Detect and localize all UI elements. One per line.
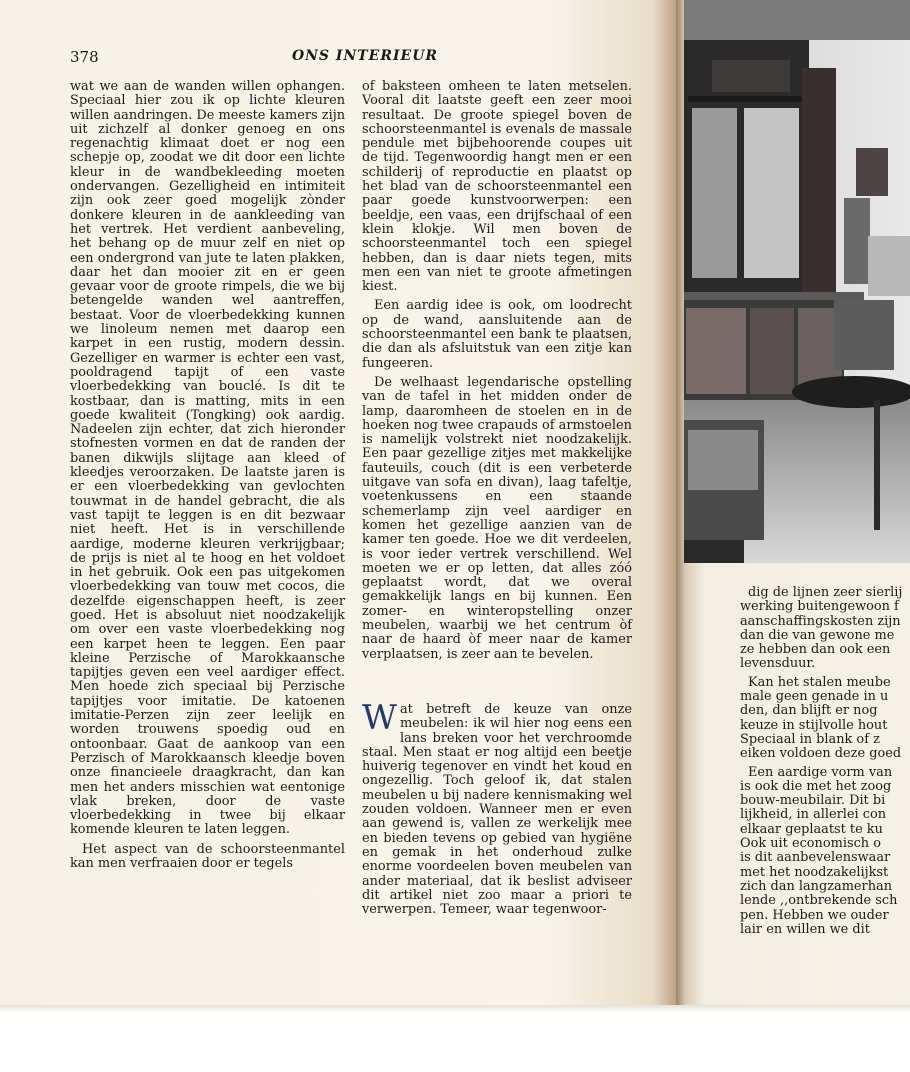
paragraph-with-dropcap <box>362 698 632 918</box>
text-line: Een aardige vorm van <box>748 764 893 780</box>
text-line: met het noodzakelijkst <box>740 864 889 880</box>
page-number: 378 <box>70 48 99 66</box>
text-column-2-section <box>362 698 632 918</box>
interior-photo <box>684 0 910 563</box>
text-line: dan die van gewone me <box>740 627 895 643</box>
paragraph: of baksteen omheen te laten metselen. Vooral dit laatste geeft een zeer mooi resultaat. De groote spiegel boven de schoorsteenmantel is evenals de massale pendule met bijbehoorende coupes uit de tijd. Tegenwoordig hangt men er een schilderij of reproductie en plaatst op het blad van de schoorsteenmantel een paar goede kunstvoorwerpen: een beeldje, een vaas, een drijfschaal of een klein klokje. Wil men boven de schoorsteenmantel toch een spiegel hebben, dan is daar niets tegen, mits men een van niet te groote afmetingen kiest. <box>362 79 632 295</box>
paragraph <box>740 676 910 762</box>
text-column-2 <box>362 80 632 662</box>
text-column-1 <box>70 80 345 871</box>
interior-photo-image <box>684 0 910 563</box>
text-line: bouw-meubilair. Dit bi <box>740 793 886 809</box>
text-line: Speciaal in blank of z <box>740 731 880 747</box>
paragraph: Een aardig idee is ook, om loodrecht op de wand, aansluitende aan de schoorsteenmantel een bank te plaatsen, die dan als afsluitstuk van een zitje kan fungeeren. <box>362 298 632 371</box>
text-line: ze hebben dan ook een <box>740 642 891 658</box>
text-line: levensduur. <box>740 656 816 672</box>
text-line: den, dan blijft er nog <box>740 703 878 719</box>
text-line: dig de lijnen zeer sierlij <box>748 585 903 600</box>
text-line: aanschaffingskosten zijn <box>740 613 901 629</box>
text-line: Ook uit economisch o <box>740 836 881 852</box>
text-line: lijkheid, in allerlei con <box>740 807 887 823</box>
running-title: ONS INTERIEUR <box>291 48 439 64</box>
text-line: is ook die met het zoog <box>740 778 892 794</box>
text-line: eiken voldoen deze goed <box>740 746 902 762</box>
paragraph-text: at betreft de keuze van onze meubelen: ik wil hier nog eens een lans breken voor het verchroomde staal. Men staat er nog altijd een beetje huiverig tegenover en vindt het koud en ongezellig. Toch geloof ik, dat stalen meubelen u bij nadere kennismaking wel zouden voldoen. Wanneer men er even aan gewend is, vallen ze werkelijk mee en bieden tevens op gebied van hygiëne en gemak in het onderhoud zulke enorme voordeelen boven meubelen van ander materiaal, dat ik beslist adviseer dit artikel niet zoo maar a priori te verwerpen. Temeer, waar tegenwoor- <box>362 702 632 918</box>
drop-cap: W <box>362 698 397 738</box>
text-line: zich dan langzamerhan <box>740 878 893 894</box>
paragraph: Het aspect van de schoorsteenmantel kan men verfraaien door er tegels <box>70 841 345 872</box>
page-bottom-edge <box>0 1005 910 1013</box>
paragraph: De welhaast legendarische opstelling van de tafel in het midden onder de lamp, daaromheen de stoelen en in de hoeken nog twee crapauds of armstoelen is namelijk volstrekt niet noodzakelijk. Een paar gezellige zitjes met makkelijke fauteuils, couch (dit is een verbeterde uitgave van sofa en divan), laag tafeltje, voetenkussens en een staande schemerlamp zijn veel aardiger en komen het gezellige aanzien van de kamer ten goede. Hoe we dit verdeelen, is voor ieder vertrek verschillend. Wel moeten we er op letten, dat alles zóó geplaatst wordt, dat we overal gemakkelijk langs en bij kunnen. Een zomer- en winteropstelling onzer meubelen, waarbij we het centrum òf naar de haard òf meer naar de kamer verplaatsen, is zeer aan te bevelen. <box>362 374 632 662</box>
paragraph <box>740 766 910 938</box>
text-line: pen. Hebben we ouder <box>740 907 889 923</box>
text-line: lende ,,ontbrekende sch <box>740 893 898 909</box>
paragraph: wat we aan de wanden willen ophangen. Speciaal hier zou ik op lichte kleuren willen aandringen. De meeste kamers zijn uit zichzelf al donker genoeg en ons regenachtig klimaat doet er nog een schepje op, zoodat we dit door een lichte kleur in de wandbekleeding moeten ondervangen. Gezelligheid en intimiteit zijn ook zeer goed mogelijk zònder donkere kleuren in de aankleeding van het vertrek. Het verdient aanbeveling, het behang op de muur zelf en niet op een ondergrond van jute te laten plakken, daar het dan mooier zit en er geen gevaar voor de groote rimpels, die we bij betengelde wanden wel aantreffen, bestaat. Voor de vloerbedekking kunnen we linoleum nemen met daarop een karpet in een rustig, modern dessin. Gezelliger en warmer is echter een vast, pooldragend tapijt of een vaste vloerbedekking van bouclé. Is dit te kostbaar, dan is matting, mits in een goede kwaliteit (Tongking) ook aardig. Nadeelen zijn echter, dat zich hieronder stofnesten vormen en dat de randen der banen dikwijls slijtage aan kleed of kleedjes veroorzaken. De laatste jaren is er een vloerbedekking van gevlochten touwmat in de handel gebracht, die als vast tapijt te leggen is en dit bezwaar niet heeft. Het is in verschillende aardige, moderne kleuren verkrijgbaar; de prijs is niet al te hoog en het voldoet in het gebruik. Ook een pas uitgekomen vloerbedekking van touw met cocos, die dezelfde eigenschappen heeft, is zeer goed. Het is absoluut niet noodzakelijk om over een vaste vloerbedekking nog een karpet heen te leggen. Een paar kleine Perzische of Marokkaansche tapijtjes geven een veel aardiger effect. Men hoede zich speciaal bij Perzische tapijtjes voor imitatie. De katoenen imitatie-Perzen zijn zeer leelijk en worden trouwens spoedig oud en ontoonbaar. Gaat de aankoop van een Perzisch of Marokkaansch kleedje boven onze financieele draagkracht, dan kan men het anders misschien wat eentonige vlak breken, door de vaste vloerbedekking in twee bij elkaar komende kleuren te laten leggen. <box>70 79 345 838</box>
text-line: is dit aanbevelenswaar <box>740 850 891 866</box>
text-line: werking buitengewoon f <box>740 599 899 615</box>
text-line: Kan het stalen meube <box>748 674 891 690</box>
text-line: male geen genade in u <box>740 689 889 705</box>
text-line: lair en willen we dit <box>740 921 870 937</box>
text-column-3 <box>740 582 910 937</box>
text-line: elkaar geplaatst te ku <box>740 821 883 837</box>
page-header <box>70 48 660 68</box>
text-line: keuze in stijlvolle hout <box>740 717 888 733</box>
paragraph <box>740 586 910 672</box>
